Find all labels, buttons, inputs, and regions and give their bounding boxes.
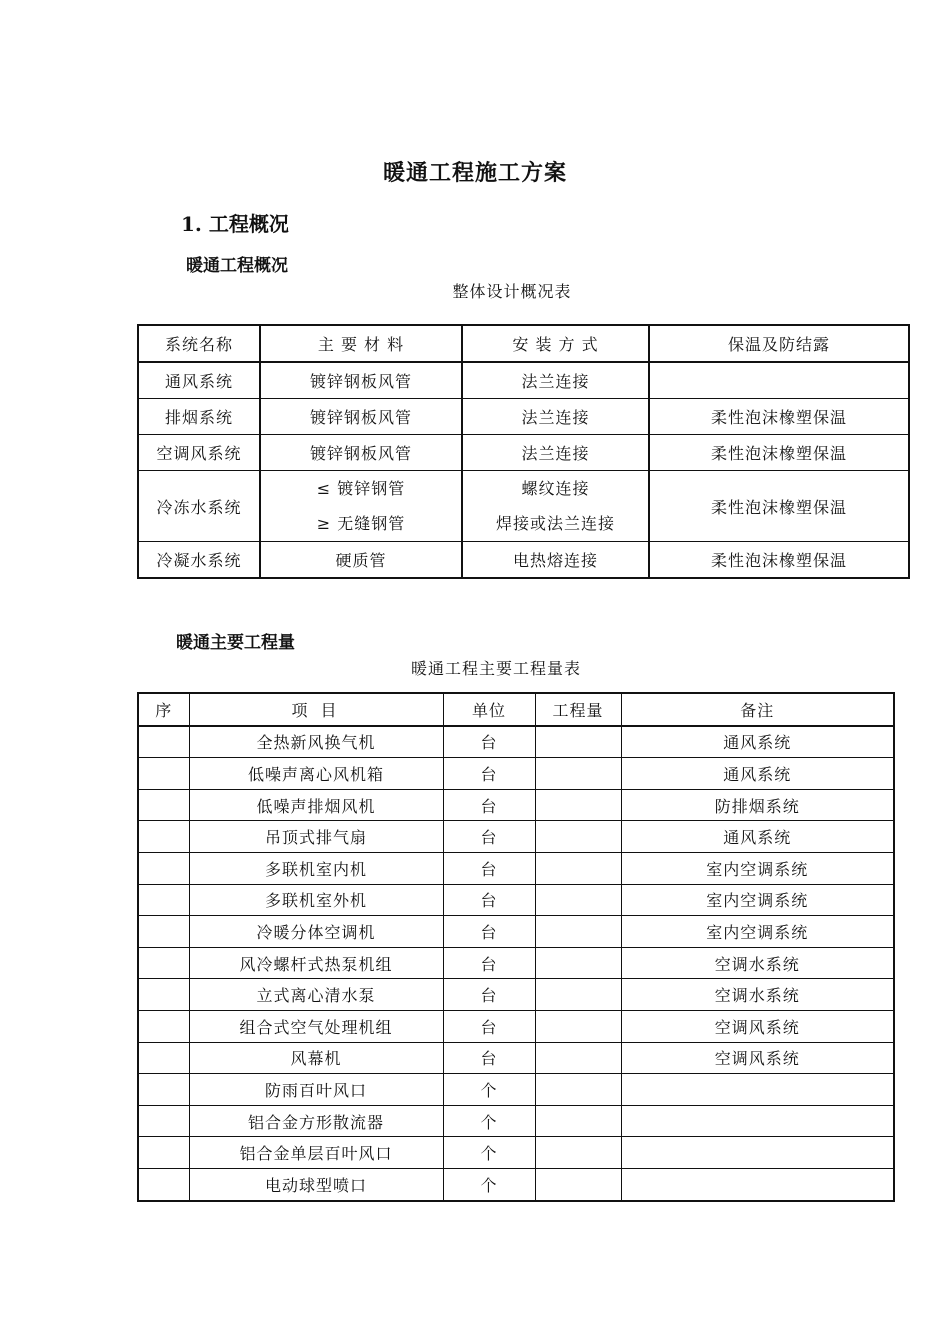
serial-number-cell [138, 916, 189, 948]
system-name-cell: 冷凝水系统 [138, 542, 260, 579]
remark-cell: 空调风系统 [621, 1010, 894, 1042]
subsection-heading-quantities: 暖通主要工程量 [176, 633, 295, 653]
system-name-cell: 排烟系统 [138, 399, 260, 435]
column-header: 工程量 [535, 693, 621, 726]
section-heading: 1. 工程概况 [181, 212, 289, 236]
remark-cell: 通风系统 [621, 726, 894, 758]
insulation-cell: 柔性泡沫橡塑保温 [649, 399, 909, 435]
unit-cell: 台 [443, 979, 535, 1011]
quantity-cell [535, 979, 621, 1011]
serial-number-cell [138, 979, 189, 1011]
quantity-cell [535, 821, 621, 853]
install-method-cell: 电热熔连接 [462, 542, 649, 579]
table2-caption: 暖通工程主要工程量表 [410, 659, 581, 678]
serial-number-cell [138, 758, 189, 790]
document-title: 暖通工程施工方案 [382, 160, 567, 186]
system-name-cell: 冷冻水系统 [138, 471, 260, 542]
item-name-cell: 风冷螺杆式热泵机组 [189, 947, 443, 979]
table-row [138, 947, 894, 979]
remark-cell: 室内空调系统 [621, 884, 894, 916]
install-method-cell: 法兰连接 [462, 435, 649, 471]
item-name-cell: 组合式空气处理机组 [189, 1010, 443, 1042]
table-row [138, 884, 894, 916]
unit-cell: 台 [443, 789, 535, 821]
serial-number-cell [138, 1010, 189, 1042]
unit-cell: 台 [443, 884, 535, 916]
item-name-cell: 全热新风换气机 [189, 726, 443, 758]
install-method-line: 螺纹连接 [521, 479, 590, 498]
unit-cell: 台 [443, 1042, 535, 1074]
quantity-cell [535, 1137, 621, 1169]
remark-cell: 空调水系统 [621, 979, 894, 1011]
quantity-cell [535, 726, 621, 758]
serial-number-cell [138, 852, 189, 884]
table-header-row [138, 693, 894, 726]
table-row [138, 1042, 894, 1074]
unit-cell: 个 [443, 1074, 535, 1106]
column-header: 备注 [621, 693, 894, 726]
item-name-cell: 吊顶式排气扇 [189, 821, 443, 853]
column-header: 单位 [443, 693, 535, 726]
remark-cell: 空调风系统 [621, 1042, 894, 1074]
remark-cell [621, 1168, 894, 1200]
main-quantities-table [137, 692, 895, 1202]
material-line: ≤ 镀锌钢管 [316, 479, 406, 498]
install-method-cell: 法兰连接 [462, 399, 649, 435]
material-cell: 镀锌钢板风管 [260, 435, 462, 471]
insulation-cell: 柔性泡沫橡塑保温 [649, 542, 909, 579]
item-name-cell: 风幕机 [189, 1042, 443, 1074]
remark-cell: 空调水系统 [621, 947, 894, 979]
unit-cell: 个 [443, 1137, 535, 1169]
material-line: ≥ 无缝钢管 [316, 514, 406, 533]
remark-cell: 防排烟系统 [621, 789, 894, 821]
serial-number-cell [138, 947, 189, 979]
quantity-cell [535, 789, 621, 821]
quantity-cell [535, 916, 621, 948]
column-header: 序 [138, 693, 189, 726]
insulation-cell: 柔性泡沫橡塑保温 [649, 435, 909, 471]
system-name-cell: 通风系统 [138, 362, 260, 399]
quantity-cell [535, 1074, 621, 1106]
table-row [138, 399, 909, 435]
quantity-cell [535, 1010, 621, 1042]
quantity-cell [535, 852, 621, 884]
table-row [138, 789, 894, 821]
remark-cell [621, 1074, 894, 1106]
install-method-line: 焊接或法兰连接 [495, 514, 615, 533]
table-row [138, 1105, 894, 1137]
material-cell: 硬质管 [260, 542, 462, 579]
insulation-cell: 柔性泡沫橡塑保温 [649, 471, 909, 542]
unit-cell: 台 [443, 1010, 535, 1042]
item-name-cell: 冷暖分体空调机 [189, 916, 443, 948]
remark-cell [621, 1105, 894, 1137]
unit-cell: 台 [443, 758, 535, 790]
table-row [138, 1137, 894, 1169]
item-name-cell: 铝合金方形散流器 [189, 1105, 443, 1137]
serial-number-cell [138, 884, 189, 916]
serial-number-cell [138, 1074, 189, 1106]
subsection-heading-overview: 暖通工程概况 [186, 256, 288, 276]
quantity-cell [535, 1168, 621, 1200]
unit-cell: 个 [443, 1105, 535, 1137]
table-row [138, 916, 894, 948]
serial-number-cell [138, 1137, 189, 1169]
insulation-cell [649, 362, 909, 399]
unit-cell: 个 [443, 1168, 535, 1200]
table-header-row [138, 325, 909, 362]
item-name-cell: 电动球型喷口 [189, 1168, 443, 1200]
system-name-cell: 空调风系统 [138, 435, 260, 471]
item-name-cell: 多联机室外机 [189, 884, 443, 916]
table1-caption: 整体设计概况表 [452, 282, 572, 301]
material-cell [260, 471, 462, 542]
table-row [138, 435, 909, 471]
item-name-cell: 低噪声排烟风机 [189, 789, 443, 821]
column-header: 系统名称 [138, 325, 260, 362]
quantity-cell [535, 884, 621, 916]
quantity-cell [535, 758, 621, 790]
unit-cell: 台 [443, 821, 535, 853]
table-row [138, 852, 894, 884]
column-header: 安 装 方 式 [462, 325, 649, 362]
table-row [138, 1168, 894, 1200]
column-header: 保温及防结露 [649, 325, 909, 362]
unit-cell: 台 [443, 947, 535, 979]
table-row [138, 362, 909, 399]
table-row [138, 1074, 894, 1106]
quantity-cell [535, 1042, 621, 1074]
material-cell: 镀锌钢板风管 [260, 399, 462, 435]
serial-number-cell [138, 1168, 189, 1200]
serial-number-cell [138, 726, 189, 758]
unit-cell: 台 [443, 916, 535, 948]
quantity-cell [535, 1105, 621, 1137]
column-header: 主 要 材 料 [260, 325, 462, 362]
remark-cell: 通风系统 [621, 758, 894, 790]
remark-cell: 室内空调系统 [621, 916, 894, 948]
item-name-cell: 防雨百叶风口 [189, 1074, 443, 1106]
unit-cell: 台 [443, 852, 535, 884]
install-method-cell: 法兰连接 [462, 362, 649, 399]
table-row [138, 726, 894, 758]
item-name-cell: 立式离心清水泵 [189, 979, 443, 1011]
quantity-cell [535, 947, 621, 979]
table-row [138, 821, 894, 853]
table-row [138, 758, 894, 790]
remark-cell: 室内空调系统 [621, 852, 894, 884]
column-header: 项 目 [189, 693, 443, 726]
table-row [138, 1010, 894, 1042]
material-cell: 镀锌钢板风管 [260, 362, 462, 399]
install-method-cell [462, 471, 649, 542]
serial-number-cell [138, 789, 189, 821]
serial-number-cell [138, 821, 189, 853]
item-name-cell: 多联机室内机 [189, 852, 443, 884]
remark-cell: 通风系统 [621, 821, 894, 853]
serial-number-cell [138, 1105, 189, 1137]
table-row [138, 542, 909, 579]
serial-number-cell [138, 1042, 189, 1074]
item-name-cell: 低噪声离心风机箱 [189, 758, 443, 790]
design-overview-table [137, 324, 910, 579]
remark-cell [621, 1137, 894, 1169]
table-row [138, 471, 909, 542]
item-name-cell: 铝合金单层百叶风口 [189, 1137, 443, 1169]
table-row [138, 979, 894, 1011]
unit-cell: 台 [443, 726, 535, 758]
